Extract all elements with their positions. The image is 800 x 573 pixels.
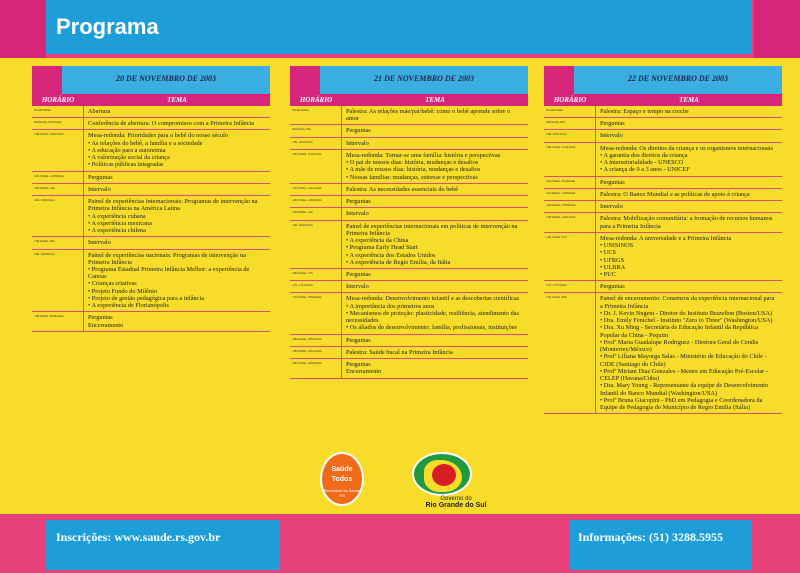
topic-text: Mesa-redonda: Os direitos da criança e os organismos internacionais (600, 144, 773, 152)
topic-text: Painel de experiências internacionais em políticas de intervenção na Primeira Infância (346, 222, 518, 237)
row-time: 17h15min-18h20min (290, 293, 342, 333)
row-time: 14h-15h45min (32, 196, 84, 236)
row-topic (596, 143, 782, 176)
schedule-row (544, 293, 782, 414)
topic-item: • A experiência dos Estados Unidos (346, 252, 524, 259)
topic-item: • Crianças criativas (88, 280, 266, 287)
logo-text-3: Secretaria da Saúde RS (323, 488, 361, 498)
row-time: 9h45min-10h (544, 118, 596, 129)
topic-text: Painel de experiências nacionais: Programas de intervenção na Primeira Infância (88, 251, 246, 266)
row-topic (84, 130, 270, 170)
topic-text: Palestra: O Banco Mundial e as políticas de apoio à criança (600, 190, 750, 198)
topic-item: • Projeto de gestão pedagógica para a infância (88, 295, 266, 302)
row-topic (596, 281, 782, 292)
row-time: 10h-10h15min (544, 130, 596, 141)
topic-text: Perguntas (88, 173, 113, 181)
topic-text: Perguntas (346, 198, 371, 206)
topic-items (88, 213, 266, 235)
topic-item: • Profª Maria Guadalupe Rodriguez - Diretora Geral do Cendis (Monterrey/México) (600, 339, 778, 353)
schedule-row (32, 250, 270, 313)
row-topic (342, 196, 528, 207)
row-time: 11h40min-12h30min (544, 189, 596, 200)
day-column-1 (32, 66, 270, 506)
topic-text-2: Encerramento (346, 368, 382, 376)
bottom-mid (280, 520, 570, 570)
topic-item: • A criança de 0 a 3 anos - UNICEF (600, 166, 778, 173)
topic-text: Perguntas (346, 270, 371, 278)
rs-map-red (432, 464, 456, 486)
row-time: 17h-17h15min (544, 281, 596, 292)
topic-item: • Políticas públicas integradas (88, 161, 266, 168)
topic-item: • A experiência de Florianópolis (88, 302, 266, 309)
row-time: 18h35min-19h15min (290, 347, 342, 358)
schedule-row (290, 359, 528, 378)
topic-items (88, 266, 266, 309)
topic-text: Palestra: Saúde bucal na Primeira Infância (346, 348, 453, 356)
topic-item: • Profª Bruna Giacopini - PhD em Pedagogia e Coordenadora da Equipe de Pedagogia do Município de Regio Emilia (Itália) (600, 397, 778, 411)
row-topic (342, 293, 528, 333)
schedule-row (290, 150, 528, 184)
topic-text-2: Encerramento (88, 321, 124, 329)
schedule-row (290, 221, 528, 269)
row-topic (596, 213, 782, 231)
row-time: 13h30min-14h15min (544, 213, 596, 231)
topic-items (88, 140, 266, 169)
row-time: 9h-9h30min (32, 106, 84, 117)
gov-line-2: Rio Grande do Sul (425, 502, 487, 509)
topic-item: • PUC (600, 271, 778, 278)
topic-item: • As relações do bebê, a família e a sociedade (88, 140, 266, 147)
row-time: 10h15min-11h25min (290, 150, 342, 183)
topic-items (600, 152, 778, 174)
schedule-row (32, 172, 270, 184)
topic-item: • Nossas famílias: mudanças, estresse e perspectivas (346, 174, 524, 181)
topic-item: • Projeto Fundo do Milênio (88, 288, 266, 295)
topic-item: • Profª Liliana Mayorga Salas - Ministério de Educação do Chile - CIDE (Santiago do Chile) (600, 353, 778, 367)
banner-corner-right (754, 0, 800, 58)
schedule-row (32, 237, 270, 249)
topic-item: • UCS (600, 249, 778, 256)
row-time: 9h45min-10h (290, 125, 342, 136)
informacoes-text: Informações: (51) 3288.5955 (578, 530, 723, 544)
topic-item: • O pai de nossos dias: história, mudanças e desafios (346, 159, 524, 166)
date-header: 20 DE NOVEMBRO DE 2003 (115, 74, 216, 83)
topic-text: Intervalo (346, 210, 369, 218)
row-time: 12h15min-12h30min (32, 172, 84, 183)
topic-text: Mesa-redonda: Desenvolvimento infantil e as descobertas científicas (346, 295, 520, 303)
topic-item: • Mecanismos de proteção: plasticidade, resiliência, atendimento das necessidades (346, 310, 524, 324)
row-topic (596, 177, 782, 188)
topic-item: • A mãe de nossos dias: história, mudanças e desafios (346, 166, 524, 173)
topic-item: • UNISINOS (600, 242, 778, 249)
schedule-row (32, 130, 270, 171)
date-header: 22 DE NOVEMBRO DE 2003 (627, 74, 728, 83)
topic-item: • ULBRA (600, 264, 778, 271)
topic-text: Palestra: As necessidades essenciais do bebê (346, 185, 459, 193)
topic-text: Perguntas (88, 314, 113, 322)
topic-item: • A experiência cubana (88, 213, 266, 220)
topic-items (600, 242, 778, 278)
topic-text: Intervalo (88, 185, 111, 193)
row-time: 19h15min-19h30min (290, 359, 342, 377)
row-time: 12h30min-14h (290, 208, 342, 219)
row-time: 12h30min-14h (32, 184, 84, 195)
topic-item: • A intersetorialidade - UNESCO (600, 159, 778, 166)
horario-header: HORÁRIO (299, 96, 333, 104)
topic-items (346, 237, 524, 266)
topic-item: • A experiência da China (346, 237, 524, 244)
schedule-row (32, 196, 270, 237)
row-time: 9h-9h45min (290, 106, 342, 124)
row-time: 18h20min-18h35min (290, 335, 342, 346)
row-topic (596, 189, 782, 200)
row-topic (84, 312, 270, 330)
topic-text: Perguntas (600, 178, 625, 186)
row-topic (342, 184, 528, 195)
row-topic (84, 118, 270, 129)
day-column-2 (290, 66, 528, 506)
row-topic (596, 293, 782, 413)
schedule-row (290, 281, 528, 293)
row-time: 16h-18h30min (32, 250, 84, 312)
topic-item: • Dra. Mary Young - Representante da equipe de Desenvolvimento Infantil do Banco Mundial (Washington/USA) (600, 382, 778, 396)
topic-text: Palestra: Espaço e tempo na creche (600, 108, 689, 115)
row-time: 10h-10h15min (290, 138, 342, 149)
schedule-row (544, 143, 782, 177)
topic-text: Intervalo (600, 203, 623, 211)
row-time: 17h15min-20h (544, 293, 596, 413)
schedule-row (290, 138, 528, 150)
row-time: 10h15min-11h25min (544, 143, 596, 176)
row-time: 14h-16h45min (290, 221, 342, 268)
topic-text: Intervalo (346, 283, 369, 291)
date-header: 21 DE NOVEMBRO DE 2003 (373, 74, 474, 83)
row-topic (596, 233, 782, 280)
row-topic (342, 125, 528, 136)
rs-government-logo (412, 452, 472, 496)
saude-todos-logo (320, 452, 364, 506)
topic-text: Conferência de abertura: O compromisso com a Primeira Infância (88, 120, 255, 128)
logo-text-1: Saúde (331, 466, 353, 473)
schedule-row (290, 184, 528, 196)
tema-header: TEMA (425, 96, 445, 104)
topic-text: Perguntas (600, 283, 625, 291)
date-header-accent (290, 66, 320, 94)
row-topic (84, 250, 270, 312)
topic-item: • A garantia dos direitos da criança (600, 152, 778, 159)
tema-header: TEMA (679, 96, 699, 104)
logos (320, 452, 520, 512)
date-header-accent (544, 66, 574, 94)
schedule-row (290, 347, 528, 359)
page-title: Programa (56, 14, 159, 39)
gov-line-1: Governo do (440, 496, 472, 502)
row-time: 12h30min-13h30min (544, 201, 596, 212)
row-topic (342, 208, 528, 219)
topic-items (346, 159, 524, 181)
schedule-row (544, 189, 782, 201)
schedule-row (544, 130, 782, 142)
topic-item: • A importância dos primeiros anos (346, 303, 524, 310)
topic-text: Perguntas (600, 120, 625, 128)
topic-items (600, 310, 778, 411)
topic-item: • UFRGS (600, 257, 778, 264)
topic-item: • Dra. Xu Ming - Secretária de Educação Infantil da República Popular da China - Pequim (600, 324, 778, 338)
row-topic (84, 106, 270, 117)
schedule-row (32, 312, 270, 331)
row-topic (342, 269, 528, 280)
row-topic (342, 221, 528, 268)
day-column-3 (544, 66, 782, 506)
topic-text: Intervalo (600, 132, 623, 140)
topic-text: Abertura (88, 108, 111, 115)
topic-item: • A experiência chilena (88, 227, 266, 234)
row-time: 18h30min-18h45min (32, 312, 84, 330)
column-header (32, 94, 270, 106)
row-topic (342, 106, 528, 124)
row-time: 9h30min-10h45min (32, 118, 84, 129)
topic-item: • Programa Early Head Start (346, 244, 524, 251)
schedule-row (544, 233, 782, 281)
row-topic (342, 359, 528, 377)
row-topic (84, 172, 270, 183)
date-header-accent (32, 66, 62, 94)
schedule-row (290, 293, 528, 334)
inscricoes-text[interactable]: Inscrições: www.saude.rs.gov.br (56, 530, 221, 544)
topic-item: • A valorização social da criança (88, 154, 266, 161)
row-topic (84, 184, 270, 195)
row-time: 11h25min-12h15min (290, 184, 342, 195)
topic-item: • Dr. J. Kevin Nugent - Diretor do Instituto Brazelton (Boston/USA) (600, 310, 778, 317)
schedule-row (32, 184, 270, 196)
topic-text: Mesa-redonda: A universidade e a Primeira Infância (600, 234, 732, 242)
schedule-row (290, 335, 528, 347)
topic-text: Intervalo (346, 139, 369, 147)
schedule-rows (290, 106, 528, 379)
row-time: 10h45min-12h15min (32, 130, 84, 170)
topic-item: • A educação para a autonomia (88, 147, 266, 154)
topic-text: Palestra: Mobilização comunitária: a formação de recursos humanos para a Primeira Infância (600, 215, 773, 230)
schedule-rows (544, 106, 782, 414)
topic-text: Perguntas (346, 127, 371, 135)
column-header (544, 94, 782, 106)
topic-items (346, 303, 524, 332)
schedule-row (32, 106, 270, 118)
topic-item: • A experiência mexicana (88, 220, 266, 227)
schedule-row (290, 269, 528, 281)
row-topic (342, 138, 528, 149)
topic-item: • A experiência de Regio Emília, da Itália (346, 259, 524, 266)
tema-header: TEMA (167, 96, 187, 104)
topic-text: Perguntas (346, 361, 371, 369)
schedule-row (290, 106, 528, 125)
topic-text: Mesa-redonda: Prioridades para o bebê do nosso século (88, 132, 229, 140)
row-time: 11h25min-11h40min (544, 177, 596, 188)
row-time: 16h45min-17h (290, 269, 342, 280)
schedule-row (544, 201, 782, 213)
topic-item: • Os aliados do desenvolvimento: família, profissionais, instituições (346, 324, 524, 331)
row-time: 17h-17h15min (290, 281, 342, 292)
topic-item: • Dra. Emily Fenichel - Instituto "Zero to Three" (Washington/USA) (600, 317, 778, 324)
topic-item: • Profª Miriam Diaz Gonzales - Mestre em Educação Pré-Escolar - CELEP (Havana/Cuba) (600, 368, 778, 382)
topic-text: Perguntas (346, 336, 371, 344)
topic-text: Palestra: As relações mãe/pai/bebê: como o bebê aprende sobre o amor (346, 108, 511, 123)
row-topic (342, 150, 528, 183)
row-time: 12h15min-12h30min (290, 196, 342, 207)
rs-government-text (416, 496, 496, 509)
row-time: 9h-9h45min (544, 106, 596, 117)
schedule-row (544, 118, 782, 130)
schedule-row (544, 106, 782, 118)
schedule-row (544, 213, 782, 232)
row-time: 15h45min-16h (32, 237, 84, 248)
horario-header: HORÁRIO (41, 96, 75, 104)
schedule-row (290, 125, 528, 137)
row-time: 14h15min-17h (544, 233, 596, 280)
schedule-rows (32, 106, 270, 332)
row-topic (596, 130, 782, 141)
topic-text: Painel de experiências internacionais: Programas de intervenção na Primeira Infância na América Latina (88, 198, 258, 213)
horario-header: HORÁRIO (553, 96, 587, 104)
topic-item: • Programa Estadual Primeira Infância Melhor: a experiência de Canoas (88, 266, 266, 280)
row-topic (84, 237, 270, 248)
row-topic (84, 196, 270, 236)
row-topic (596, 118, 782, 129)
topic-text: Painel de encerramento: Consensos da experiência internacional para a Primeira Infância (600, 295, 775, 310)
row-topic (342, 347, 528, 358)
row-topic (342, 335, 528, 346)
topic-text: Intervalo (88, 239, 111, 247)
topic-text: Mesa-redonda: Tornar-se uma família: história e perspectivas (346, 151, 501, 159)
schedule-row (544, 281, 782, 293)
schedule-row (32, 118, 270, 130)
schedule-row (544, 177, 782, 189)
row-topic (596, 201, 782, 212)
schedule-row (290, 208, 528, 220)
row-topic (342, 281, 528, 292)
schedule-row (290, 196, 528, 208)
column-header (290, 94, 528, 106)
banner-corner-left (0, 0, 46, 58)
logo-text-2: Todos (331, 476, 353, 483)
row-topic (596, 106, 782, 117)
